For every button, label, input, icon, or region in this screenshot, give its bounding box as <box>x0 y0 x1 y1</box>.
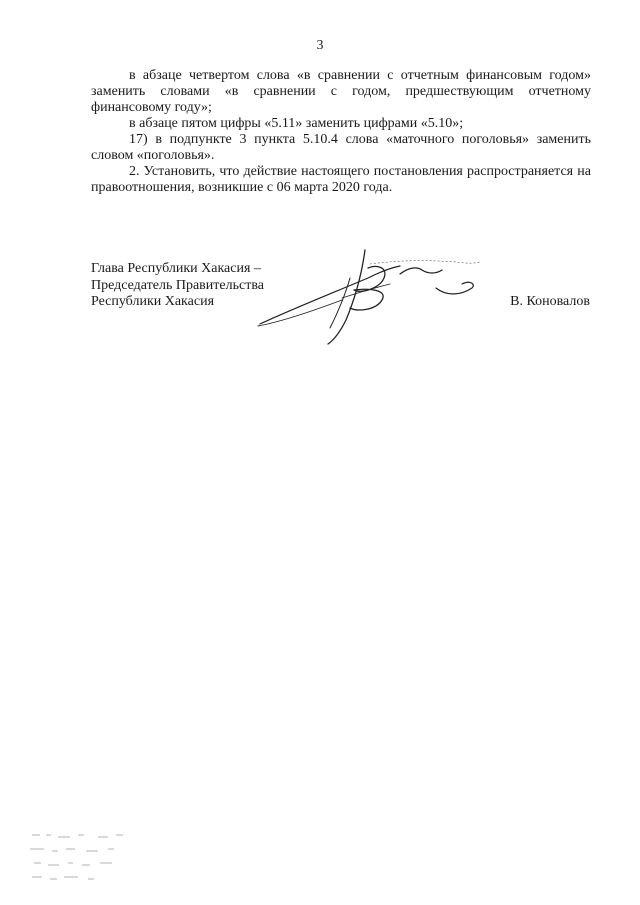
scan-artifact-marks <box>28 828 138 888</box>
paragraph-amendment-abzac-5: в абзаце пятом цифры «5.11» заменить цифрами «5.10»; <box>129 116 464 131</box>
signatory-position-line-3: Республики Хакасия <box>91 294 215 309</box>
signatory-position-line-2: Председатель Правительства <box>91 277 264 293</box>
handwritten-signature <box>250 238 490 348</box>
document-body <box>91 68 591 196</box>
signatory-position-line-1: Глава Республики Хакасия – <box>91 261 261 276</box>
paragraph-amendment-17: 17) в подпункте 3 пункта 5.10.4 слова «маточного поголовья» заменить словом «поголовья». <box>91 132 591 163</box>
signatory-name: В. Коновалов <box>510 294 590 309</box>
paragraph-clause-2: 2. Установить, что действие настоящего постановления распространяется на правоотношения, возникшие с 06 марта 2020 года. <box>91 164 591 195</box>
paragraph-amendment-abzac-4: в абзаце четвертом слова «в сравнении с отчетным финансовым годом» заменить словами «в сравнении с годом, предшествующим отчетному финансовому году»; <box>91 68 591 115</box>
signatory-position <box>91 261 264 311</box>
page-number: 3 <box>316 38 324 53</box>
